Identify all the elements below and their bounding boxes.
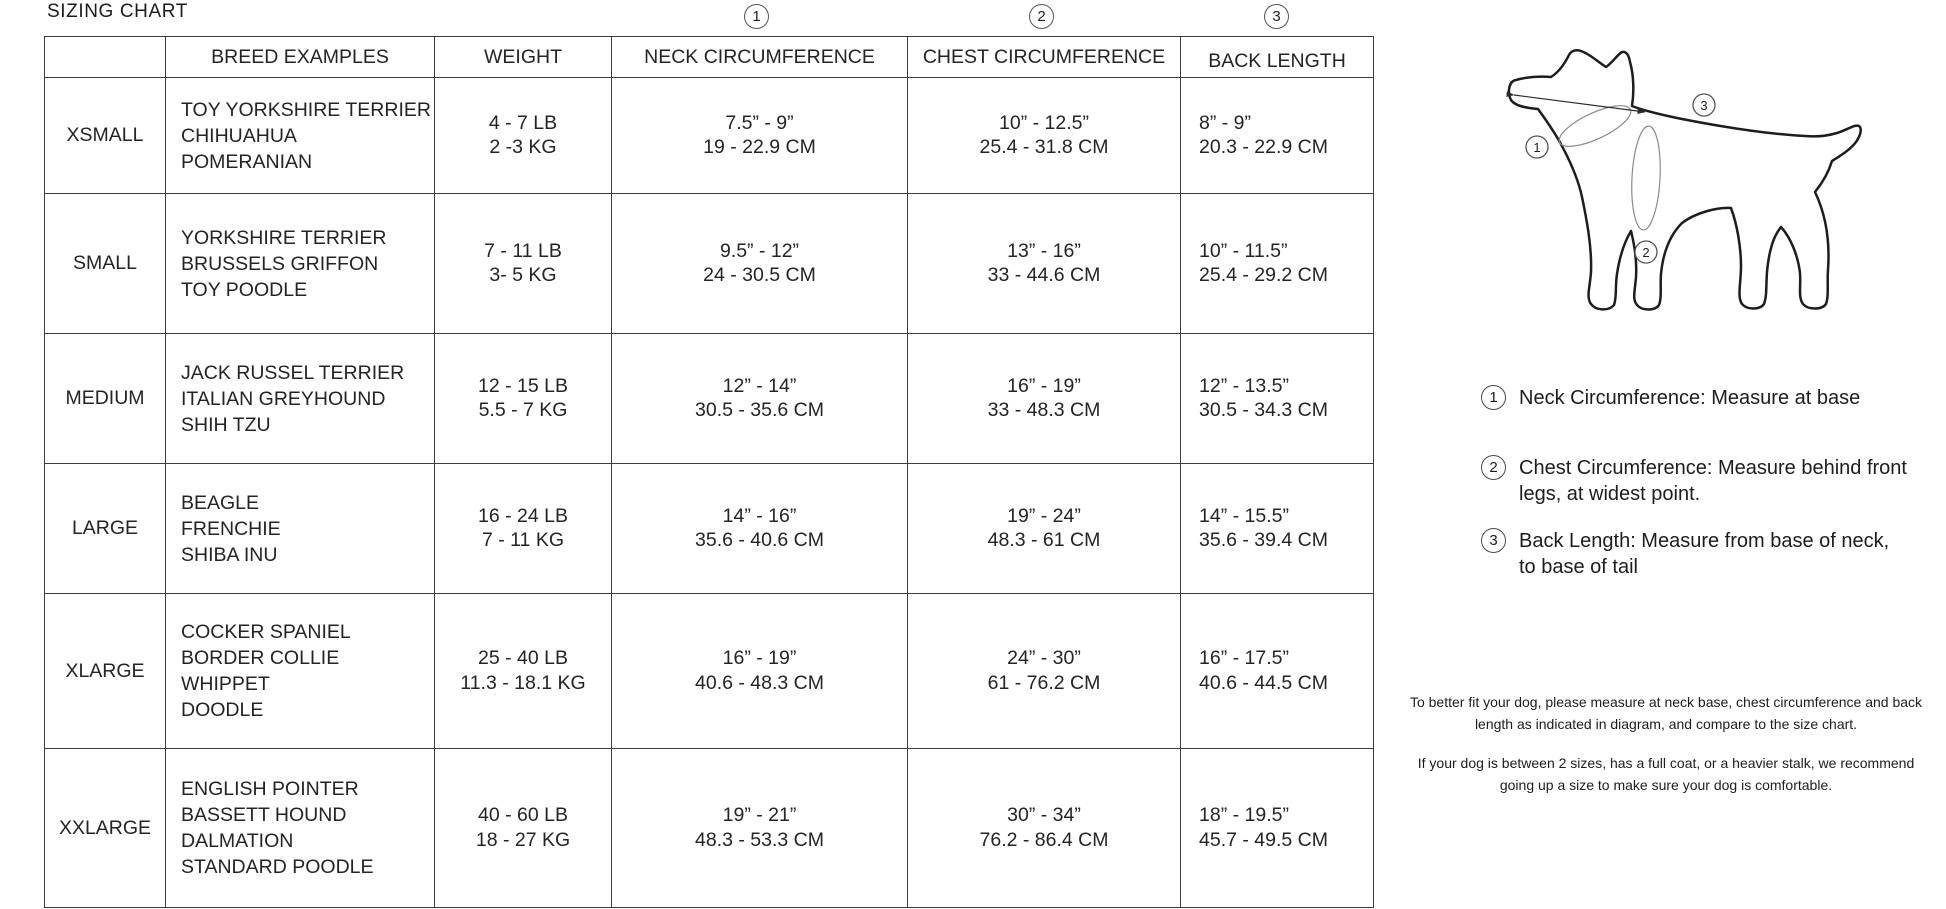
- neck-cell: [612, 594, 908, 749]
- breed-examples-cell: [166, 194, 435, 334]
- fit-instructions-note: [1386, 692, 1946, 735]
- column-marker-2-icon: [1029, 4, 1054, 29]
- legend-item-chest: [1481, 455, 1907, 507]
- chest-in: 10” - 12.5”: [999, 111, 1089, 134]
- weight-lb: 7 - 11 LB: [484, 239, 562, 262]
- dog-measurement-diagram: [1480, 20, 1946, 340]
- weight-kg: 11.3 - 18.1 KG: [460, 671, 586, 694]
- breed-line: TOY POODLE: [181, 278, 308, 301]
- legend-marker-2-number: 2: [1489, 459, 1498, 476]
- back-in: 12” - 13.5”: [1199, 374, 1289, 397]
- size-label: SMALL: [45, 194, 166, 334]
- breed-examples-cell: [166, 78, 435, 194]
- weight-kg: 5.5 - 7 KG: [478, 399, 568, 422]
- diagram-marker-2-number: 2: [1642, 245, 1650, 260]
- back-in: 14” - 15.5”: [1199, 504, 1289, 527]
- header-breed-examples: BREED EXAMPLES: [166, 37, 435, 78]
- breed-line: WHIPPET: [181, 673, 270, 695]
- back-length-cell: [1181, 334, 1374, 464]
- legend-line: legs, at widest point.: [1519, 483, 1701, 505]
- breed-examples-cell: [166, 334, 435, 464]
- back-length-cell: [1181, 749, 1374, 908]
- breed-line: COCKER SPANIEL: [181, 621, 351, 643]
- weight-cell: [435, 594, 612, 749]
- note-line: length as indicated in diagram, and compare to the size chart.: [1474, 715, 1858, 732]
- chest-in: 24” - 30”: [1007, 647, 1081, 670]
- header-weight: WEIGHT: [435, 37, 612, 78]
- size-up-note: [1386, 753, 1946, 796]
- weight-lb: 40 - 60 LB: [478, 804, 568, 827]
- neck-in: 19” - 21”: [722, 804, 797, 827]
- weight-kg: 2 -3 KG: [489, 136, 557, 159]
- back-length-cell: [1181, 594, 1374, 749]
- size-label: MEDIUM: [45, 334, 166, 464]
- neck-cell: [612, 749, 908, 908]
- table-row-medium: [45, 334, 1374, 464]
- legend-text-back: [1519, 528, 1889, 580]
- breed-line: BRUSSELS GRIFFON: [181, 252, 379, 275]
- weight-kg: 7 - 11 KG: [481, 529, 564, 552]
- breed-line: DOODLE: [181, 699, 264, 721]
- breed-line: ENGLISH POINTER: [181, 778, 359, 800]
- sizing-table: [44, 36, 1374, 908]
- header-chest-circumference: CHEST CIRCUMFERENCE: [908, 37, 1181, 78]
- chest-cell: [908, 749, 1181, 908]
- breed-examples-cell: [166, 464, 435, 594]
- back-cm: 25.4 - 29.2 CM: [1199, 264, 1328, 287]
- legend-item-back: [1481, 528, 1889, 580]
- diagram-marker-3-number: 3: [1700, 98, 1708, 113]
- legend-line: Back Length: Measure from base of neck,: [1519, 530, 1890, 552]
- size-label: LARGE: [45, 464, 166, 594]
- breed-line: SHIH TZU: [181, 413, 271, 436]
- back-cm: 30.5 - 34.3 CM: [1199, 399, 1328, 422]
- chest-in: 19” - 24”: [1007, 504, 1081, 527]
- legend-marker-3-number: 3: [1489, 532, 1498, 549]
- table-row-xlarge: [45, 594, 1374, 749]
- neck-in: 7.5” - 9”: [725, 111, 794, 134]
- neck-cm: 48.3 - 53.3 CM: [695, 828, 824, 851]
- chest-cm: 25.4 - 31.8 CM: [979, 136, 1109, 159]
- table-row-small: [45, 194, 1374, 334]
- breed-line: CHIHUAHUA: [181, 124, 297, 147]
- neck-cell: [612, 194, 908, 334]
- breed-examples-cell: [166, 594, 435, 749]
- breed-line: JACK RUSSEL TERRIER: [181, 361, 405, 384]
- chest-cm: 33 - 48.3 CM: [987, 399, 1101, 422]
- breed-examples-cell: [166, 749, 435, 908]
- chest-cm: 33 - 44.6 CM: [987, 264, 1101, 287]
- neck-in: 12” - 14”: [722, 374, 797, 397]
- table-row-large: [45, 464, 1374, 594]
- chest-cell: [908, 194, 1181, 334]
- note-line: To better fit your dog, please measure at neck base, chest circumference and back: [1409, 694, 1923, 710]
- neck-cell: [612, 464, 908, 594]
- size-label: XXLARGE: [45, 749, 166, 908]
- neck-cm: 35.6 - 40.6 CM: [695, 529, 824, 552]
- back-length-cell: [1181, 78, 1374, 194]
- back-cm: 40.6 - 44.5 CM: [1199, 671, 1328, 694]
- legend-marker-2-icon: [1481, 455, 1506, 480]
- legend-line: Chest Circumference: Measure behind front: [1519, 457, 1907, 479]
- breed-line: SHIBA INU: [181, 543, 278, 566]
- back-cm: 35.6 - 39.4 CM: [1199, 529, 1328, 552]
- column-marker-2-number: 2: [1037, 8, 1046, 25]
- weight-cell: [435, 749, 612, 908]
- neck-in: 16” - 19”: [722, 647, 797, 670]
- note-line: If your dog is between 2 sizes, has a full coat, or a heavier stalk, we recommend: [1417, 755, 1915, 771]
- weight-cell: [435, 78, 612, 194]
- size-label: XLARGE: [45, 594, 166, 749]
- neck-in: 14” - 16”: [722, 504, 797, 527]
- breed-line: STANDARD POODLE: [181, 856, 374, 878]
- neck-cm: 19 - 22.9 CM: [703, 136, 816, 159]
- weight-lb: 12 - 15 LB: [478, 374, 568, 397]
- diagram-marker-1-number: 1: [1533, 140, 1541, 155]
- page-title: SIZING CHART: [47, 1, 188, 22]
- column-marker-3-icon: [1264, 4, 1289, 29]
- weight-cell: [435, 464, 612, 594]
- breed-line: FRENCHIE: [181, 517, 281, 540]
- legend-marker-1-number: 1: [1489, 389, 1498, 406]
- breed-line: DALMATION: [181, 830, 294, 852]
- back-cm: 20.3 - 22.9 CM: [1199, 136, 1328, 159]
- neck-in: 9.5” - 12”: [719, 239, 800, 262]
- legend-marker-3-icon: [1481, 528, 1506, 553]
- dog-outline: [1509, 50, 1861, 309]
- breed-line: BASSETT HOUND: [181, 804, 347, 826]
- chest-cm: 61 - 76.2 CM: [987, 671, 1101, 694]
- neck-cm: 24 - 30.5 CM: [703, 264, 816, 287]
- back-in: 8” - 9”: [1199, 111, 1252, 134]
- header-size: [45, 37, 166, 78]
- header-back-length: BACK LENGTH: [1181, 37, 1374, 78]
- neck-cm: 30.5 - 35.6 CM: [695, 399, 824, 422]
- breed-line: ITALIAN GREYHOUND: [181, 387, 386, 410]
- back-length-cell: [1181, 194, 1374, 334]
- back-cm: 45.7 - 49.5 CM: [1199, 828, 1328, 851]
- size-label: XSMALL: [45, 78, 166, 194]
- weight-cell: [435, 334, 612, 464]
- legend-text-chest: [1519, 455, 1907, 507]
- breed-line: YORKSHIRE TERRIER: [181, 226, 387, 249]
- weight-lb: 16 - 24 LB: [478, 504, 568, 527]
- chest-cell: [908, 464, 1181, 594]
- breed-line: BORDER COLLIE: [181, 647, 340, 669]
- back-in: 18” - 19.5”: [1199, 804, 1289, 827]
- chest-cm: 48.3 - 61 CM: [987, 529, 1101, 552]
- neck-cell: [612, 78, 908, 194]
- back-in: 10” - 11.5”: [1199, 239, 1288, 262]
- back-length-cell: [1181, 464, 1374, 594]
- weight-kg: 3- 5 KG: [489, 264, 557, 287]
- table-header-row: [45, 37, 1374, 78]
- weight-kg: 18 - 27 KG: [475, 828, 571, 851]
- column-marker-3-number: 3: [1272, 8, 1281, 25]
- legend-item-neck: [1481, 385, 1860, 411]
- chest-in: 16” - 19”: [1007, 374, 1081, 397]
- breed-line: BEAGLE: [181, 491, 260, 514]
- weight-lb: 4 - 7 LB: [488, 111, 558, 134]
- chest-cell: [908, 334, 1181, 464]
- neck-cm: 40.6 - 48.3 CM: [695, 671, 824, 694]
- column-marker-1-icon: [744, 4, 769, 29]
- weight-lb: 25 - 40 LB: [478, 647, 568, 670]
- table-row-xsmall: [45, 78, 1374, 194]
- header-neck-circumference: NECK CIRCUMFERENCE: [612, 37, 908, 78]
- breed-line: TOY YORKSHIRE TERRIER: [181, 98, 431, 121]
- chest-cm: 76.2 - 86.4 CM: [979, 828, 1109, 851]
- table-row-xxlarge: [45, 749, 1374, 908]
- back-in: 16” - 17.5”: [1199, 647, 1289, 670]
- legend-line: Neck Circumference: Measure at base: [1519, 387, 1861, 409]
- note-line: going up a size to make sure your dog is comfortable.: [1499, 776, 1833, 793]
- neck-cell: [612, 334, 908, 464]
- breed-line: POMERANIAN: [181, 150, 313, 173]
- chest-cell: [908, 78, 1181, 194]
- chest-cell: [908, 594, 1181, 749]
- weight-cell: [435, 194, 612, 334]
- legend-marker-1-icon: [1481, 385, 1506, 410]
- chest-in: 13” - 16”: [1007, 239, 1081, 262]
- column-marker-1-number: 1: [752, 8, 761, 25]
- chest-in: 30” - 34”: [1007, 804, 1081, 827]
- legend-text-neck: [1519, 385, 1860, 411]
- legend-line: to base of tail: [1519, 556, 1638, 578]
